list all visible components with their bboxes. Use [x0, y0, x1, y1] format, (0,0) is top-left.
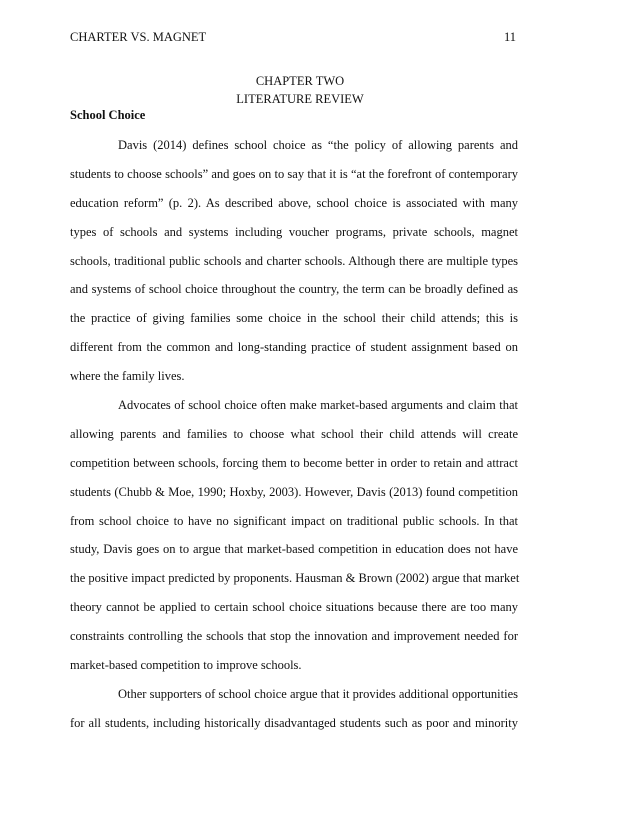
section-heading: School Choice [70, 108, 146, 122]
paragraph-line: competition between schools, forcing them to become better in order to retain and attract [70, 455, 518, 470]
page-number: 11 [503, 30, 516, 44]
paragraph-line: study, Davis goes on to argue that market-based competition in education does not have [70, 542, 518, 557]
paragraph-line: Advocates of school choice often make market-based arguments and claim that [118, 398, 518, 413]
body-text [70, 131, 518, 738]
paragraph-line: market-based competition to improve schools. [70, 658, 302, 673]
paragraph-line: Other supporters of school choice argue that it provides additional opportunities [118, 686, 518, 701]
paragraph [70, 391, 518, 680]
paragraph-line: for all students, including historically disadvantaged students such as poor and minority [70, 715, 518, 730]
chapter-title: LITERATURE REVIEW [236, 92, 364, 106]
paragraph-line: constraints controlling the schools that stop the innovation and improvement needed for [70, 629, 518, 644]
paragraph [70, 131, 518, 391]
paragraph-line: the positive impact predicted by proponents. Hausman & Brown (2002) argue that market [70, 571, 520, 586]
paragraph-line: schools, traditional public schools and charter schools. Although there are multiple types [70, 253, 518, 268]
paragraph-line: types of schools and systems including voucher programs, private schools, magnet [70, 224, 518, 239]
paragraph-line: Davis (2014) defines school choice as “the policy of allowing parents and [118, 138, 518, 152]
running-head: CHARTER VS. MAGNET [70, 30, 207, 44]
paragraph-line: theory cannot be applied to certain school choice situations because there are too many [70, 600, 518, 615]
paragraph-line: and systems of school choice throughout the country, the term can be broadly defined as [70, 282, 518, 297]
paragraph-line: education reform” (p. 2). As described above, school choice is associated with many [70, 195, 518, 210]
paragraph-line: allowing parents and families to choose what school their child attends will create [70, 426, 518, 441]
chapter-heading [0, 72, 600, 108]
paragraph-line: students to choose schools” and goes on to say that it is “at the forefront of contemporary [70, 166, 518, 181]
paragraph-line: from school choice to have no significant impact on traditional public schools. In that [70, 513, 518, 528]
paragraph-line: where the family lives. [70, 369, 185, 384]
chapter-number: CHAPTER TWO [255, 74, 345, 88]
paragraph-line: the practice of giving families some choice in the school their child attends; this is [70, 311, 518, 326]
paragraph-line: students (Chubb & Moe, 1990; Hoxby, 2003). However, Davis (2013) found competition [70, 484, 518, 499]
paragraph [70, 680, 518, 738]
paragraph-line: different from the common and long-standing practice of student assignment based on [70, 340, 518, 355]
